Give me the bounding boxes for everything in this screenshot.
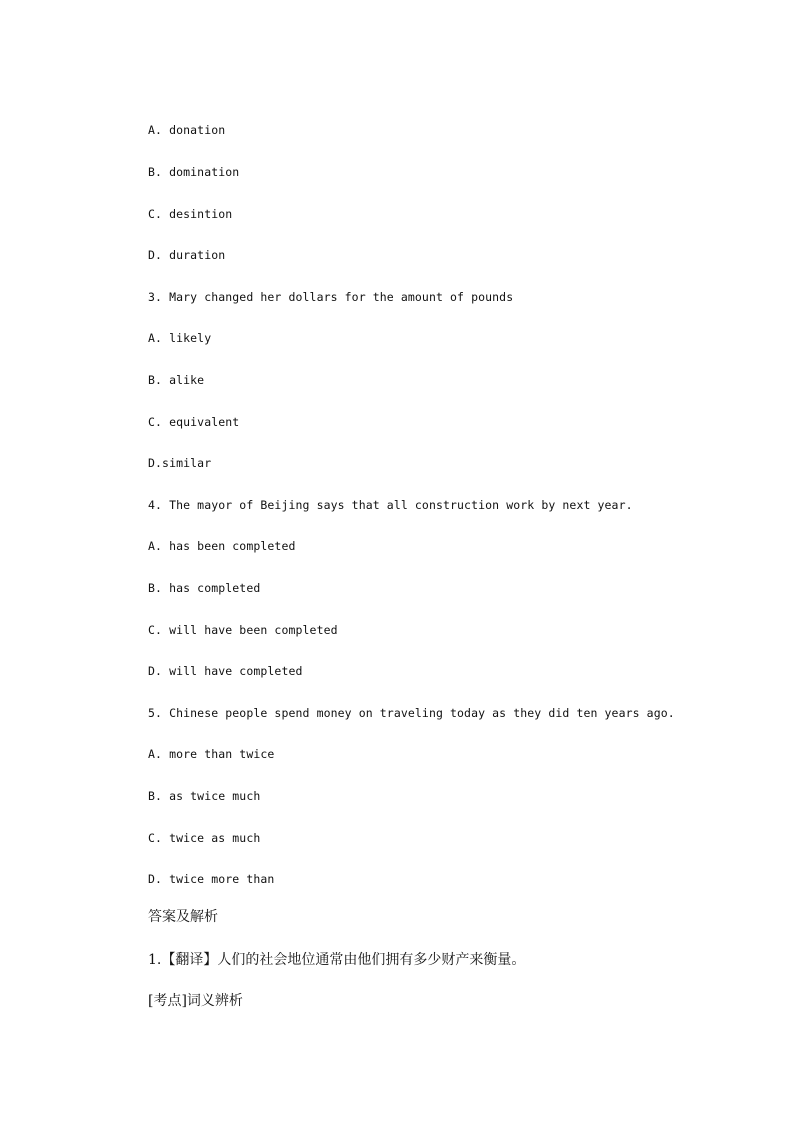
q2-option-a: A. donation: [148, 123, 226, 137]
q2-option-c: C. desintion: [148, 207, 233, 221]
q4-stem: 4. The mayor of Beijing says that all construction work by next year.: [148, 498, 633, 512]
q5-option-c: C. twice as much: [148, 831, 261, 845]
q2-option-b: B. domination: [148, 165, 240, 179]
answers-heading: 答案及解析: [148, 909, 218, 925]
q5-option-d: D. twice more than: [148, 872, 275, 886]
q3-stem: 3. Mary changed her dollars for the amount of pounds: [148, 290, 514, 304]
q4-option-d: D. will have completed: [148, 664, 303, 678]
q3-option-c: C. equivalent: [148, 415, 240, 429]
q2-option-d: D. duration: [148, 248, 226, 262]
q4-option-a: A. has been completed: [148, 539, 296, 553]
q3-option-b: B. alike: [148, 373, 205, 387]
q4-option-c: C. will have been completed: [148, 623, 338, 637]
q5-option-a: A. more than twice: [148, 747, 275, 761]
q4-option-b: B. has completed: [148, 581, 261, 595]
answer-1-point: [考点]词义辨析: [148, 993, 243, 1009]
q3-option-d: D.similar: [148, 456, 212, 470]
answer-1-translation: 1.【翻译】人们的社会地位通常由他们拥有多少财产来衡量。: [148, 952, 526, 968]
q5-stem: 5. Chinese people spend money on traveling today as they did ten years ago.: [148, 706, 675, 720]
q3-option-a: A. likely: [148, 331, 212, 345]
q5-option-b: B. as twice much: [148, 789, 261, 803]
